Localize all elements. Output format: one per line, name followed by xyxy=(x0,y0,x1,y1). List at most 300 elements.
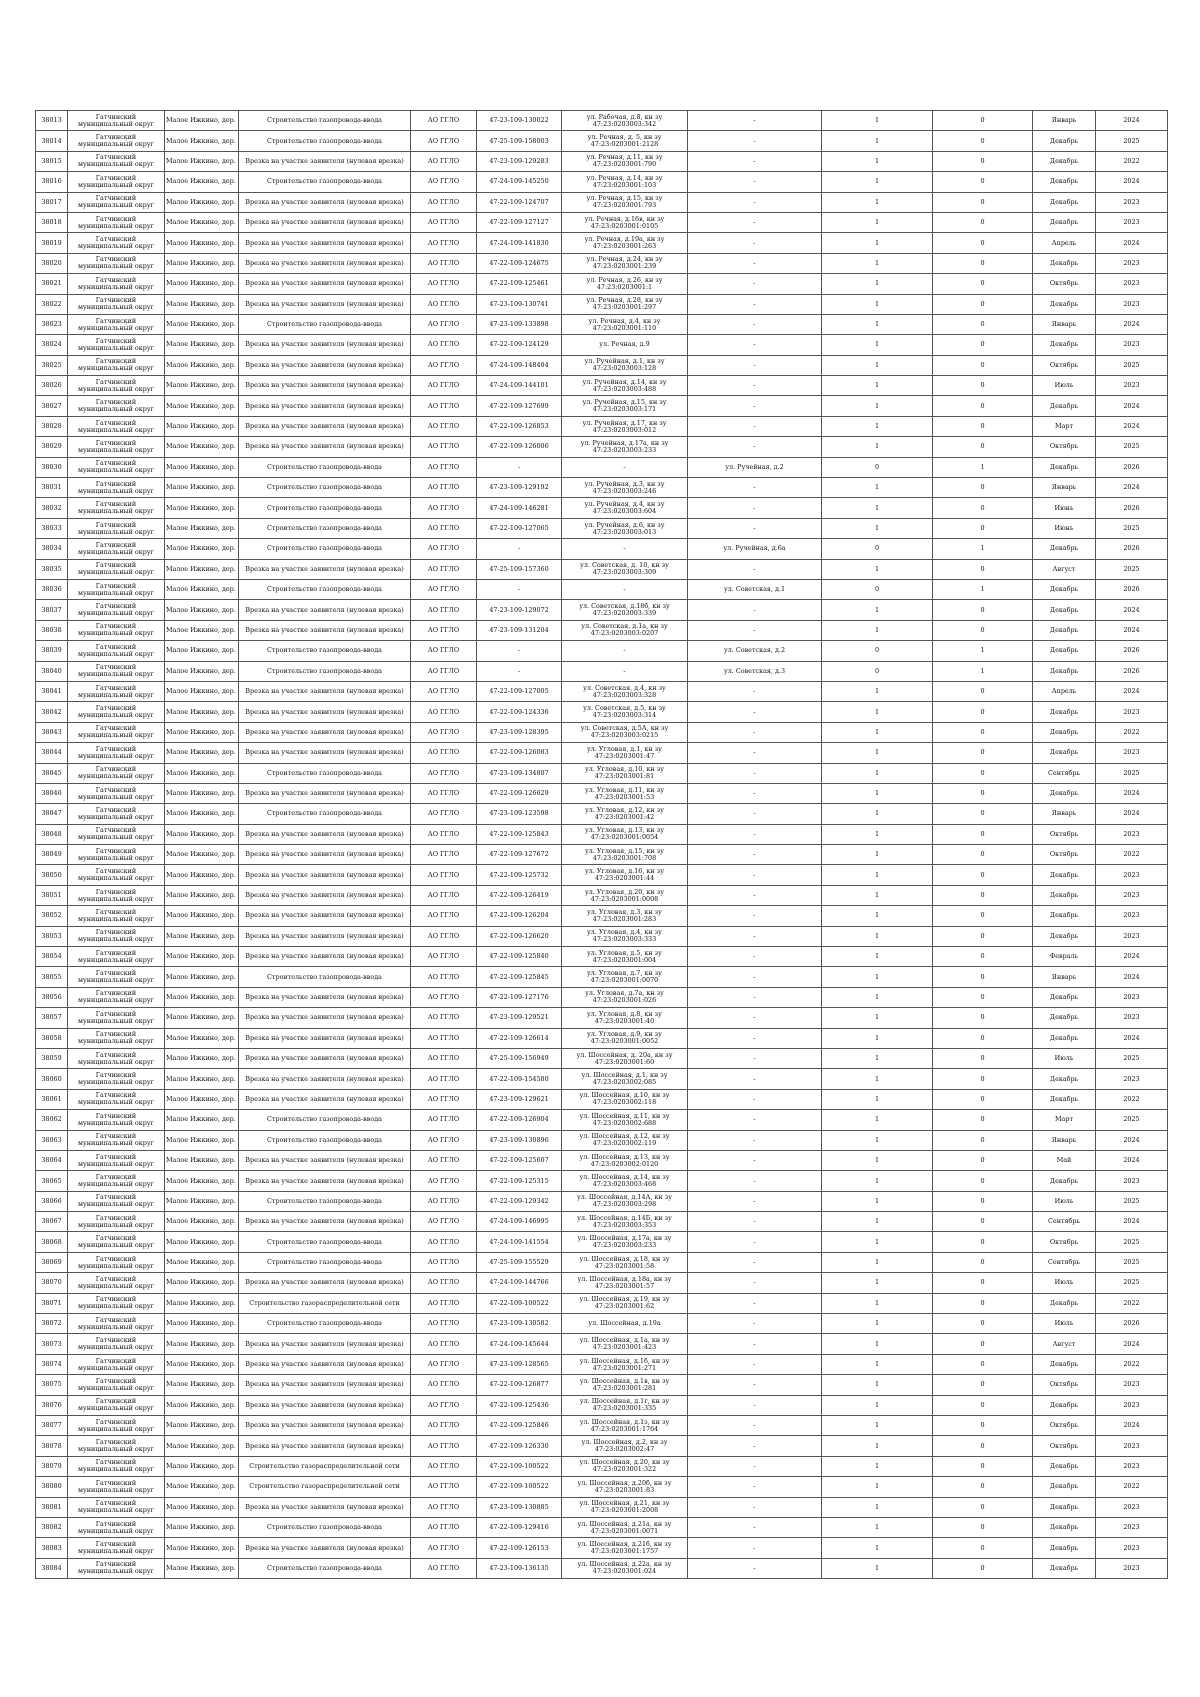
organization-cell: АО ГГЛО xyxy=(411,1252,477,1272)
settlement-cell: Малое Ижкино, дер. xyxy=(165,1497,239,1517)
year-cell: 2025 xyxy=(1096,1110,1168,1130)
work-type-cell: Строительство газопровода-ввода xyxy=(239,457,411,477)
count-planned-cell: 0 xyxy=(933,1273,1033,1293)
application-number-cell: 47-24-109-145250 xyxy=(477,172,562,192)
table-row xyxy=(36,722,1168,742)
address-cell: ул. Угловая, д.20, кн зу 47:23:0203001:0008 xyxy=(562,885,688,905)
count-existing-cell: 1 xyxy=(822,111,933,131)
organization-cell: АО ГГЛО xyxy=(411,457,477,477)
work-type-cell: Врезка на участке заявителя (нулевая врезка) xyxy=(239,1497,411,1517)
address-cell: ул. Шоссейная, д.20, кн зу 47:23:0203001:322 xyxy=(562,1456,688,1476)
planned-address-cell: - xyxy=(688,1456,822,1476)
count-existing-cell: 0 xyxy=(822,539,933,559)
count-planned-cell: 1 xyxy=(933,641,1033,661)
work-type-cell: Врезка на участке заявителя (нулевая врезка) xyxy=(239,416,411,436)
year-cell: 2024 xyxy=(1096,681,1168,701)
row-number-cell: 38041 xyxy=(36,681,68,701)
settlement-cell: Малое Ижкино, дер. xyxy=(165,1273,239,1293)
organization-cell: АО ГГЛО xyxy=(411,131,477,151)
count-existing-cell: 1 xyxy=(822,1212,933,1232)
count-existing-cell: 1 xyxy=(822,396,933,416)
month-cell: Октябрь xyxy=(1033,824,1096,844)
year-cell: 2023 xyxy=(1096,1497,1168,1517)
organization-cell: АО ГГЛО xyxy=(411,151,477,171)
planned-address-cell: - xyxy=(688,559,822,579)
work-type-cell: Врезка на участке заявителя (нулевая врезка) xyxy=(239,1150,411,1170)
settlement-cell: Малое Ижкино, дер. xyxy=(165,1212,239,1232)
year-cell: 2023 xyxy=(1096,1517,1168,1537)
work-type-cell: Строительство газопровода-ввода xyxy=(239,131,411,151)
municipality-cell: Гатчинский муниципальный округ xyxy=(68,1150,165,1170)
count-planned-cell: 1 xyxy=(933,579,1033,599)
count-planned-cell: 0 xyxy=(933,274,1033,294)
count-planned-cell: 0 xyxy=(933,681,1033,701)
year-cell: 2026 xyxy=(1096,1314,1168,1334)
count-existing-cell: 1 xyxy=(822,1456,933,1476)
row-number-cell: 38032 xyxy=(36,498,68,518)
application-number-cell: 47-22-109-126629 xyxy=(477,783,562,803)
row-number-cell: 38057 xyxy=(36,1008,68,1028)
planned-address-cell: - xyxy=(688,1395,822,1415)
planned-address-cell: - xyxy=(688,376,822,396)
application-number-cell: 47-24-109-141830 xyxy=(477,233,562,253)
year-cell: 2023 xyxy=(1096,212,1168,232)
application-number-cell: 47-24-109-141554 xyxy=(477,1232,562,1252)
planned-address-cell: - xyxy=(688,498,822,518)
application-number-cell: 47-24-109-146995 xyxy=(477,1212,562,1232)
year-cell: 2025 xyxy=(1096,518,1168,538)
row-number-cell: 38054 xyxy=(36,947,68,967)
planned-address-cell: - xyxy=(688,1497,822,1517)
month-cell: Декабрь xyxy=(1033,172,1096,192)
work-type-cell: Строительство газопровода-ввода xyxy=(239,172,411,192)
month-cell: Январь xyxy=(1033,314,1096,334)
municipality-cell: Гатчинский муниципальный округ xyxy=(68,1477,165,1497)
work-type-cell: Врезка на участке заявителя (нулевая врезка) xyxy=(239,1089,411,1109)
municipality-cell: Гатчинский муниципальный округ xyxy=(68,192,165,212)
planned-address-cell: ул. Ручейная, д.2 xyxy=(688,457,822,477)
organization-cell: АО ГГЛО xyxy=(411,722,477,742)
table-row xyxy=(36,131,1168,151)
municipality-cell: Гатчинский муниципальный округ xyxy=(68,1314,165,1334)
count-planned-cell: 0 xyxy=(933,1293,1033,1313)
month-cell: Июль xyxy=(1033,1191,1096,1211)
settlement-cell: Малое Ижкино, дер. xyxy=(165,906,239,926)
year-cell: 2024 xyxy=(1096,314,1168,334)
municipality-cell: Гатчинский муниципальный округ xyxy=(68,1517,165,1537)
work-type-cell: Врезка на участке заявителя (нулевая врезка) xyxy=(239,1375,411,1395)
application-number-cell: 47-23-109-130582 xyxy=(477,1314,562,1334)
application-number-cell: 47-22-109-124675 xyxy=(477,253,562,273)
application-number-cell: 47-22-109-125840 xyxy=(477,947,562,967)
count-planned-cell: 0 xyxy=(933,885,1033,905)
organization-cell: АО ГГЛО xyxy=(411,1436,477,1456)
application-number-cell: 47-22-109-126904 xyxy=(477,1110,562,1130)
application-number-cell: 47-22-109-126614 xyxy=(477,1028,562,1048)
year-cell: 2023 xyxy=(1096,987,1168,1007)
row-number-cell: 38082 xyxy=(36,1517,68,1537)
count-existing-cell: 1 xyxy=(822,845,933,865)
application-number-cell: 47-23-109-133898 xyxy=(477,314,562,334)
count-planned-cell: 0 xyxy=(933,1538,1033,1558)
count-existing-cell: 1 xyxy=(822,1558,933,1578)
year-cell: 2026 xyxy=(1096,641,1168,661)
planned-address-cell: - xyxy=(688,1558,822,1578)
month-cell: Сентябрь xyxy=(1033,1212,1096,1232)
municipality-cell: Гатчинский муниципальный округ xyxy=(68,1558,165,1578)
work-type-cell: Врезка на участке заявителя (нулевая врезка) xyxy=(239,437,411,457)
row-number-cell: 38020 xyxy=(36,253,68,273)
count-existing-cell: 1 xyxy=(822,1416,933,1436)
address-cell: ул. Шоссейная, д.14, кн зу 47:23:0203003:468 xyxy=(562,1171,688,1191)
table-row xyxy=(36,1354,1168,1374)
address-cell: ул. Советская, д.4, кн зу 47:23:0203003:328 xyxy=(562,681,688,701)
address-cell: ул. Угловая, д.12, кн зу 47:23:0203001:42 xyxy=(562,804,688,824)
year-cell: 2022 xyxy=(1096,1089,1168,1109)
row-number-cell: 38081 xyxy=(36,1497,68,1517)
address-cell: ул. Шоссейная, д.14А, кн зу 47:23:0203003:298 xyxy=(562,1191,688,1211)
work-type-cell: Врезка на участке заявителя (нулевая врезка) xyxy=(239,824,411,844)
count-planned-cell: 0 xyxy=(933,131,1033,151)
count-existing-cell: 1 xyxy=(822,1089,933,1109)
count-existing-cell: 1 xyxy=(822,151,933,171)
address-cell: ул. Шоссейная, д.18а, кн зу 47:23:0203001:57 xyxy=(562,1273,688,1293)
settlement-cell: Малое Ижкино, дер. xyxy=(165,539,239,559)
count-planned-cell: 1 xyxy=(933,661,1033,681)
work-type-cell: Строительство газопровода-ввода xyxy=(239,539,411,559)
count-planned-cell: 0 xyxy=(933,1028,1033,1048)
table-row xyxy=(36,1252,1168,1272)
year-cell: 2024 xyxy=(1096,804,1168,824)
settlement-cell: Малое Ижкино, дер. xyxy=(165,763,239,783)
municipality-cell: Гатчинский муниципальный округ xyxy=(68,1436,165,1456)
year-cell: 2023 xyxy=(1096,865,1168,885)
count-planned-cell: 0 xyxy=(933,355,1033,375)
table-row xyxy=(36,906,1168,926)
row-number-cell: 38058 xyxy=(36,1028,68,1048)
table-row xyxy=(36,233,1168,253)
month-cell: Декабрь xyxy=(1033,620,1096,640)
count-existing-cell: 1 xyxy=(822,1191,933,1211)
table-row xyxy=(36,559,1168,579)
planned-address-cell: - xyxy=(688,681,822,701)
year-cell: 2023 xyxy=(1096,1558,1168,1578)
application-number-cell: 47-23-109-130022 xyxy=(477,111,562,131)
month-cell: Январь xyxy=(1033,478,1096,498)
year-cell: 2024 xyxy=(1096,967,1168,987)
settlement-cell: Малое Ижкино, дер. xyxy=(165,335,239,355)
count-existing-cell: 1 xyxy=(822,1538,933,1558)
application-number-cell: 47-24-109-146281 xyxy=(477,498,562,518)
table-row xyxy=(36,1028,1168,1048)
organization-cell: АО ГГЛО xyxy=(411,824,477,844)
table-row xyxy=(36,947,1168,967)
organization-cell: АО ГГЛО xyxy=(411,1130,477,1150)
month-cell: Февраль xyxy=(1033,947,1096,967)
table-row xyxy=(36,620,1168,640)
application-number-cell: 47-22-109-127065 xyxy=(477,518,562,538)
row-number-cell: 38022 xyxy=(36,294,68,314)
count-existing-cell: 1 xyxy=(822,314,933,334)
organization-cell: АО ГГЛО xyxy=(411,783,477,803)
municipality-cell: Гатчинский муниципальный округ xyxy=(68,1048,165,1068)
month-cell: Декабрь xyxy=(1033,1089,1096,1109)
settlement-cell: Малое Ижкино, дер. xyxy=(165,314,239,334)
row-number-cell: 38084 xyxy=(36,1558,68,1578)
organization-cell: АО ГГЛО xyxy=(411,1375,477,1395)
table-row xyxy=(36,987,1168,1007)
count-existing-cell: 1 xyxy=(822,967,933,987)
settlement-cell: Малое Ижкино, дер. xyxy=(165,947,239,967)
row-number-cell: 38033 xyxy=(36,518,68,538)
month-cell: Декабрь xyxy=(1033,1293,1096,1313)
application-number-cell: 47-24-109-144766 xyxy=(477,1273,562,1293)
settlement-cell: Малое Ижкино, дер. xyxy=(165,1517,239,1537)
planned-address-cell: - xyxy=(688,1089,822,1109)
application-number-cell: 47-22-109-129342 xyxy=(477,1191,562,1211)
row-number-cell: 38031 xyxy=(36,478,68,498)
application-number-cell: 47-22-109-126853 xyxy=(477,416,562,436)
organization-cell: АО ГГЛО xyxy=(411,1395,477,1415)
count-planned-cell: 0 xyxy=(933,437,1033,457)
settlement-cell: Малое Ижкино, дер. xyxy=(165,1252,239,1272)
count-existing-cell: 1 xyxy=(822,1314,933,1334)
settlement-cell: Малое Ижкино, дер. xyxy=(165,1008,239,1028)
organization-cell: АО ГГЛО xyxy=(411,681,477,701)
year-cell: 2023 xyxy=(1096,1069,1168,1089)
work-type-cell: Строительство газопровода-ввода xyxy=(239,518,411,538)
organization-cell: АО ГГЛО xyxy=(411,498,477,518)
address-cell: ул. Речная, д.14, кн зу 47:23:0203001:103 xyxy=(562,172,688,192)
settlement-cell: Малое Ижкино, дер. xyxy=(165,1477,239,1497)
row-number-cell: 38071 xyxy=(36,1293,68,1313)
month-cell: Апрель xyxy=(1033,681,1096,701)
table-row xyxy=(36,661,1168,681)
application-number-cell: 47-22-109-127005 xyxy=(477,681,562,701)
organization-cell: АО ГГЛО xyxy=(411,396,477,416)
address-cell: ул. Речная, д.28, кн зу 47:23:0203001:297 xyxy=(562,294,688,314)
month-cell: Октябрь xyxy=(1033,1375,1096,1395)
work-type-cell: Строительство газопровода-ввода xyxy=(239,579,411,599)
organization-cell: АО ГГЛО xyxy=(411,1028,477,1048)
table-row xyxy=(36,253,1168,273)
year-cell: 2022 xyxy=(1096,151,1168,171)
count-existing-cell: 1 xyxy=(822,212,933,232)
work-type-cell: Врезка на участке заявителя (нулевая врезка) xyxy=(239,743,411,763)
count-existing-cell: 1 xyxy=(822,906,933,926)
year-cell: 2024 xyxy=(1096,1028,1168,1048)
work-type-cell: Врезка на участке заявителя (нулевая врезка) xyxy=(239,702,411,722)
count-planned-cell: 0 xyxy=(933,1395,1033,1415)
settlement-cell: Малое Ижкино, дер. xyxy=(165,641,239,661)
settlement-cell: Малое Ижкино, дер. xyxy=(165,416,239,436)
row-number-cell: 38025 xyxy=(36,355,68,375)
municipality-cell: Гатчинский муниципальный округ xyxy=(68,396,165,416)
application-number-cell: 47-22-109-127127 xyxy=(477,212,562,232)
planned-address-cell: - xyxy=(688,967,822,987)
address-cell: ул. Шоссейная, д.21, кн зу 47:23:0203001:2008 xyxy=(562,1497,688,1517)
row-number-cell: 38018 xyxy=(36,212,68,232)
row-number-cell: 38066 xyxy=(36,1191,68,1211)
settlement-cell: Малое Ижкино, дер. xyxy=(165,1028,239,1048)
application-number-cell: 47-22-109-126330 xyxy=(477,1436,562,1456)
row-number-cell: 38036 xyxy=(36,579,68,599)
count-existing-cell: 1 xyxy=(822,926,933,946)
organization-cell: АО ГГЛО xyxy=(411,1558,477,1578)
application-number-cell: 47-24-109-144101 xyxy=(477,376,562,396)
year-cell: 2024 xyxy=(1096,1416,1168,1436)
organization-cell: АО ГГЛО xyxy=(411,478,477,498)
planned-address-cell: - xyxy=(688,335,822,355)
row-number-cell: 38014 xyxy=(36,131,68,151)
count-planned-cell: 0 xyxy=(933,865,1033,885)
work-type-cell: Врезка на участке заявителя (нулевая врезка) xyxy=(239,396,411,416)
application-number-cell: 47-23-109-123598 xyxy=(477,804,562,824)
table-row xyxy=(36,1212,1168,1232)
count-existing-cell: 1 xyxy=(822,559,933,579)
row-number-cell: 38076 xyxy=(36,1395,68,1415)
row-number-cell: 38052 xyxy=(36,906,68,926)
organization-cell: АО ГГЛО xyxy=(411,620,477,640)
address-cell: ул. Угловая, д.7а, кн зу 47:23:0203001:026 xyxy=(562,987,688,1007)
planned-address-cell: ул. Советская, д.3 xyxy=(688,661,822,681)
count-existing-cell: 1 xyxy=(822,865,933,885)
municipality-cell: Гатчинский муниципальный округ xyxy=(68,947,165,967)
count-existing-cell: 1 xyxy=(822,1497,933,1517)
application-number-cell: - xyxy=(477,661,562,681)
organization-cell: АО ГГЛО xyxy=(411,1456,477,1476)
count-existing-cell: 1 xyxy=(822,1150,933,1170)
month-cell: Декабрь xyxy=(1033,722,1096,742)
year-cell: 2025 xyxy=(1096,1048,1168,1068)
work-type-cell: Врезка на участке заявителя (нулевая врезка) xyxy=(239,1334,411,1354)
settlement-cell: Малое Ижкино, дер. xyxy=(165,1089,239,1109)
application-number-cell: 47-23-109-128395 xyxy=(477,722,562,742)
month-cell: Декабрь xyxy=(1033,212,1096,232)
organization-cell: АО ГГЛО xyxy=(411,416,477,436)
row-number-cell: 38059 xyxy=(36,1048,68,1068)
year-cell: 2023 xyxy=(1096,885,1168,905)
organization-cell: АО ГГЛО xyxy=(411,253,477,273)
count-planned-cell: 0 xyxy=(933,1456,1033,1476)
table-row xyxy=(36,702,1168,722)
work-type-cell: Врезка на участке заявителя (нулевая врезка) xyxy=(239,274,411,294)
work-type-cell: Врезка на участке заявителя (нулевая врезка) xyxy=(239,1028,411,1048)
count-existing-cell: 1 xyxy=(822,376,933,396)
address-cell: ул. Речная, д.19а, кн зу 47:23:0203001:263 xyxy=(562,233,688,253)
settlement-cell: Малое Ижкино, дер. xyxy=(165,111,239,131)
work-type-cell: Врезка на участке заявителя (нулевая врезка) xyxy=(239,1069,411,1089)
address-cell: ул. Ручейная, д.17а, кн зу 47:23:0203003:233 xyxy=(562,437,688,457)
row-number-cell: 38050 xyxy=(36,865,68,885)
year-cell: 2025 xyxy=(1096,1232,1168,1252)
address-cell: ул. Ручейная, д.15, кн зу 47:23:0203003:171 xyxy=(562,396,688,416)
municipality-cell: Гатчинский муниципальный округ xyxy=(68,518,165,538)
work-type-cell: Строительство газопровода-ввода xyxy=(239,1130,411,1150)
settlement-cell: Малое Ижкино, дер. xyxy=(165,559,239,579)
organization-cell: АО ГГЛО xyxy=(411,600,477,620)
application-number-cell: 47-22-109-125846 xyxy=(477,1416,562,1436)
table-row xyxy=(36,763,1168,783)
month-cell: Декабрь xyxy=(1033,151,1096,171)
count-existing-cell: 1 xyxy=(822,804,933,824)
table-row xyxy=(36,1375,1168,1395)
municipality-cell: Гатчинский муниципальный округ xyxy=(68,600,165,620)
organization-cell: АО ГГЛО xyxy=(411,1314,477,1334)
row-number-cell: 38080 xyxy=(36,1477,68,1497)
municipality-cell: Гатчинский муниципальный округ xyxy=(68,1456,165,1476)
row-number-cell: 38048 xyxy=(36,824,68,844)
count-existing-cell: 1 xyxy=(822,172,933,192)
municipality-cell: Гатчинский муниципальный округ xyxy=(68,1334,165,1354)
month-cell: Август xyxy=(1033,1334,1096,1354)
address-cell: ул. Шоссейная, д.12, кн зу 47:23:0203002:119 xyxy=(562,1130,688,1150)
count-existing-cell: 1 xyxy=(822,192,933,212)
planned-address-cell: ул. Советская, д.2 xyxy=(688,641,822,661)
settlement-cell: Малое Ижкино, дер. xyxy=(165,192,239,212)
planned-address-cell: - xyxy=(688,1171,822,1191)
municipality-cell: Гатчинский муниципальный округ xyxy=(68,926,165,946)
row-number-cell: 38023 xyxy=(36,314,68,334)
count-planned-cell: 0 xyxy=(933,1416,1033,1436)
month-cell: Январь xyxy=(1033,1130,1096,1150)
count-existing-cell: 1 xyxy=(822,1171,933,1191)
year-cell: 2024 xyxy=(1096,783,1168,803)
municipality-cell: Гатчинский муниципальный округ xyxy=(68,111,165,131)
application-number-cell: 47-25-109-156949 xyxy=(477,1048,562,1068)
count-existing-cell: 1 xyxy=(822,1110,933,1130)
row-number-cell: 38037 xyxy=(36,600,68,620)
municipality-cell: Гатчинский муниципальный округ xyxy=(68,355,165,375)
count-existing-cell: 1 xyxy=(822,824,933,844)
row-number-cell: 38019 xyxy=(36,233,68,253)
table-row xyxy=(36,1314,1168,1334)
row-number-cell: 38072 xyxy=(36,1314,68,1334)
planned-address-cell: - xyxy=(688,722,822,742)
year-cell: 2022 xyxy=(1096,1354,1168,1374)
address-cell: ул. Речная, д.9 xyxy=(562,335,688,355)
month-cell: Декабрь xyxy=(1033,1456,1096,1476)
count-existing-cell: 1 xyxy=(822,600,933,620)
count-existing-cell: 1 xyxy=(822,681,933,701)
organization-cell: АО ГГЛО xyxy=(411,885,477,905)
application-number-cell: - xyxy=(477,641,562,661)
address-cell: ул. Шоссейная, д.10, кн зу 47:23:0203002:118 xyxy=(562,1089,688,1109)
planned-address-cell: - xyxy=(688,1517,822,1537)
row-number-cell: 38073 xyxy=(36,1334,68,1354)
table-row xyxy=(36,192,1168,212)
settlement-cell: Малое Ижкино, дер. xyxy=(165,1110,239,1130)
organization-cell: АО ГГЛО xyxy=(411,579,477,599)
address-cell: ул. Ручейная, д.1, кн зу 47:23:0203003:128 xyxy=(562,355,688,375)
table-row xyxy=(36,824,1168,844)
planned-address-cell: - xyxy=(688,1416,822,1436)
count-planned-cell: 0 xyxy=(933,253,1033,273)
organization-cell: АО ГГЛО xyxy=(411,1517,477,1537)
settlement-cell: Малое Ижкино, дер. xyxy=(165,1048,239,1068)
count-planned-cell: 0 xyxy=(933,172,1033,192)
planned-address-cell: - xyxy=(688,1191,822,1211)
municipality-cell: Гатчинский муниципальный округ xyxy=(68,1497,165,1517)
address-cell: ул. Рабочая, д.8, кн зу 47:23:0203003:342 xyxy=(562,111,688,131)
organization-cell: АО ГГЛО xyxy=(411,845,477,865)
table-row xyxy=(36,457,1168,477)
year-cell: 2025 xyxy=(1096,1252,1168,1272)
row-number-cell: 38029 xyxy=(36,437,68,457)
settlement-cell: Малое Ижкино, дер. xyxy=(165,926,239,946)
application-number-cell: 47-23-109-134807 xyxy=(477,763,562,783)
count-existing-cell: 1 xyxy=(822,987,933,1007)
